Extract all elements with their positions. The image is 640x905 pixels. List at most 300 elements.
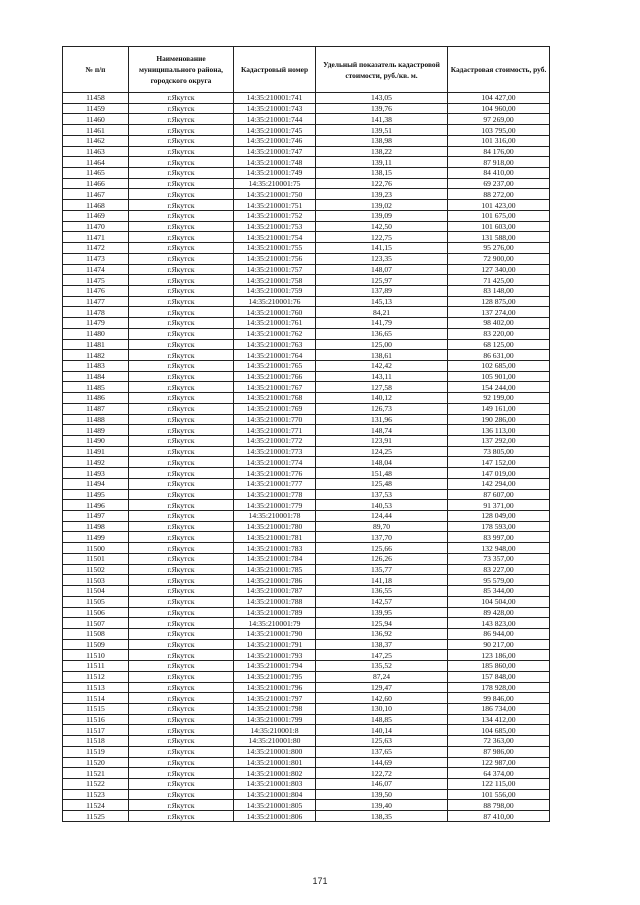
- cell-district: г.Якутск: [129, 436, 234, 447]
- cell-num: 11486: [63, 393, 129, 404]
- cell-cadastral-number: 14:35:210001:746: [234, 135, 316, 146]
- cell-num: 11481: [63, 339, 129, 350]
- table-row: [63, 725, 550, 736]
- cell-num: 11519: [63, 746, 129, 757]
- cell-cadastral-cost: 102 685,00: [448, 360, 550, 371]
- cell-num: 11476: [63, 285, 129, 296]
- cell-cadastral-cost: 185 860,00: [448, 661, 550, 672]
- cell-cadastral-cost: 84 176,00: [448, 146, 550, 157]
- cell-num: 11470: [63, 221, 129, 232]
- cell-district: г.Якутск: [129, 253, 234, 264]
- cell-district: г.Якутск: [129, 575, 234, 586]
- cell-num: 11499: [63, 532, 129, 543]
- cell-num: 11523: [63, 789, 129, 800]
- cell-specific-rate: 138,37: [316, 639, 448, 650]
- cell-specific-rate: 143,05: [316, 93, 448, 104]
- cell-district: г.Якутск: [129, 371, 234, 382]
- table-row: [63, 714, 550, 725]
- cell-cadastral-cost: 157 848,00: [448, 671, 550, 682]
- header-cadastral-cost: Кадастровая стоимость, руб.: [448, 47, 550, 93]
- cell-specific-rate: 125,94: [316, 618, 448, 629]
- table-row: [63, 521, 550, 532]
- cell-cadastral-cost: 137 292,00: [448, 436, 550, 447]
- cell-district: г.Якутск: [129, 350, 234, 361]
- cell-specific-rate: 123,91: [316, 436, 448, 447]
- cell-district: г.Якутск: [129, 275, 234, 286]
- table-row: [63, 628, 550, 639]
- cell-cadastral-cost: 95 276,00: [448, 243, 550, 254]
- cadastral-table-container: [62, 46, 550, 822]
- cell-cadastral-number: 14:35:210001:750: [234, 189, 316, 200]
- cell-specific-rate: 125,63: [316, 736, 448, 747]
- cell-district: г.Якутск: [129, 618, 234, 629]
- cell-cadastral-number: 14:35:210001:753: [234, 221, 316, 232]
- cell-cadastral-cost: 127 340,00: [448, 264, 550, 275]
- cell-num: 11508: [63, 628, 129, 639]
- cell-num: 11517: [63, 725, 129, 736]
- cell-cadastral-number: 14:35:210001:803: [234, 779, 316, 790]
- cell-num: 11494: [63, 478, 129, 489]
- cell-specific-rate: 136,65: [316, 328, 448, 339]
- cell-cadastral-cost: 103 795,00: [448, 125, 550, 136]
- cell-specific-rate: 139,09: [316, 210, 448, 221]
- cell-cadastral-cost: 99 846,00: [448, 693, 550, 704]
- cell-cadastral-number: 14:35:210001:795: [234, 671, 316, 682]
- cell-num: 11496: [63, 500, 129, 511]
- table-row: [63, 318, 550, 329]
- cell-num: 11518: [63, 736, 129, 747]
- cell-num: 11520: [63, 757, 129, 768]
- cell-cadastral-cost: 87 986,00: [448, 746, 550, 757]
- cell-cadastral-cost: 104 427,00: [448, 93, 550, 104]
- cell-specific-rate: 122,72: [316, 768, 448, 779]
- cell-district: г.Якутск: [129, 746, 234, 757]
- table-row: [63, 682, 550, 693]
- cell-cadastral-number: 14:35:210001:78: [234, 511, 316, 522]
- cell-specific-rate: 89,70: [316, 521, 448, 532]
- cell-district: г.Якутск: [129, 103, 234, 114]
- cell-specific-rate: 141,38: [316, 114, 448, 125]
- table-row: [63, 607, 550, 618]
- table-row: [63, 639, 550, 650]
- cell-specific-rate: 125,00: [316, 339, 448, 350]
- table-row: [63, 789, 550, 800]
- cell-cadastral-cost: 83 997,00: [448, 532, 550, 543]
- cell-cadastral-cost: 190 286,00: [448, 414, 550, 425]
- cell-cadastral-cost: 86 944,00: [448, 628, 550, 639]
- cell-cadastral-number: 14:35:210001:771: [234, 425, 316, 436]
- cell-cadastral-number: 14:35:210001:783: [234, 543, 316, 554]
- cell-num: 11512: [63, 671, 129, 682]
- cell-cadastral-cost: 137 274,00: [448, 307, 550, 318]
- cell-district: г.Якутск: [129, 168, 234, 179]
- cell-district: г.Якутск: [129, 511, 234, 522]
- cell-district: г.Якутск: [129, 393, 234, 404]
- cell-cadastral-cost: 98 402,00: [448, 318, 550, 329]
- cell-district: г.Якутск: [129, 178, 234, 189]
- cell-num: 11462: [63, 135, 129, 146]
- cell-num: 11506: [63, 607, 129, 618]
- table-row: [63, 221, 550, 232]
- cell-district: г.Якутск: [129, 564, 234, 575]
- cell-specific-rate: 125,97: [316, 275, 448, 286]
- cell-num: 11458: [63, 93, 129, 104]
- cell-specific-rate: 142,60: [316, 693, 448, 704]
- table-row: [63, 811, 550, 822]
- table-row: [63, 596, 550, 607]
- cell-cadastral-cost: 85 344,00: [448, 586, 550, 597]
- cell-district: г.Якутск: [129, 693, 234, 704]
- cell-cadastral-number: 14:35:210001:787: [234, 586, 316, 597]
- cell-cadastral-cost: 101 675,00: [448, 210, 550, 221]
- cell-specific-rate: 137,89: [316, 285, 448, 296]
- cell-specific-rate: 141,79: [316, 318, 448, 329]
- cell-specific-rate: 137,65: [316, 746, 448, 757]
- cell-cadastral-number: 14:35:210001:760: [234, 307, 316, 318]
- cell-cadastral-cost: 147 152,00: [448, 457, 550, 468]
- cell-num: 11466: [63, 178, 129, 189]
- cell-cadastral-cost: 84 410,00: [448, 168, 550, 179]
- cell-specific-rate: 139,11: [316, 157, 448, 168]
- cell-cadastral-cost: 86 631,00: [448, 350, 550, 361]
- cell-cadastral-cost: 178 593,00: [448, 521, 550, 532]
- cell-cadastral-number: 14:35:210001:752: [234, 210, 316, 221]
- table-row: [63, 736, 550, 747]
- cell-cadastral-cost: 72 363,00: [448, 736, 550, 747]
- header-specific-rate: Удельный показатель кадастровой стоимости, руб./кв. м.: [316, 47, 448, 93]
- cell-specific-rate: 146,07: [316, 779, 448, 790]
- cell-cadastral-cost: 128 049,00: [448, 511, 550, 522]
- cell-num: 11477: [63, 296, 129, 307]
- table-row: [63, 575, 550, 586]
- cell-cadastral-number: 14:35:210001:806: [234, 811, 316, 822]
- cell-cadastral-cost: 136 113,00: [448, 425, 550, 436]
- cell-district: г.Якутск: [129, 725, 234, 736]
- cell-num: 11524: [63, 800, 129, 811]
- cell-cadastral-cost: 104 504,00: [448, 596, 550, 607]
- cell-district: г.Якутск: [129, 596, 234, 607]
- table-row: [63, 586, 550, 597]
- cell-cadastral-number: 14:35:210001:756: [234, 253, 316, 264]
- cell-specific-rate: 142,42: [316, 360, 448, 371]
- table-row: [63, 661, 550, 672]
- table-row: [63, 264, 550, 275]
- cell-specific-rate: 122,75: [316, 232, 448, 243]
- cell-specific-rate: 87,24: [316, 671, 448, 682]
- cell-specific-rate: 148,07: [316, 264, 448, 275]
- cell-specific-rate: 123,35: [316, 253, 448, 264]
- table-row: [63, 693, 550, 704]
- table-row: [63, 500, 550, 511]
- table-row: [63, 703, 550, 714]
- cell-num: 11461: [63, 125, 129, 136]
- cell-cadastral-number: 14:35:210001:785: [234, 564, 316, 575]
- cell-cadastral-cost: 149 161,00: [448, 403, 550, 414]
- cell-cadastral-cost: 132 948,00: [448, 543, 550, 554]
- cell-cadastral-cost: 72 900,00: [448, 253, 550, 264]
- cell-specific-rate: 136,55: [316, 586, 448, 597]
- cell-cadastral-cost: 178 928,00: [448, 682, 550, 693]
- cell-district: г.Якутск: [129, 125, 234, 136]
- cell-num: 11515: [63, 703, 129, 714]
- table-row: [63, 403, 550, 414]
- cell-district: г.Якутск: [129, 414, 234, 425]
- cell-cadastral-cost: 186 734,00: [448, 703, 550, 714]
- cell-specific-rate: 126,73: [316, 403, 448, 414]
- header-cadastral-number: Кадастровый номер: [234, 47, 316, 93]
- cell-num: 11509: [63, 639, 129, 650]
- cell-specific-rate: 125,66: [316, 543, 448, 554]
- cell-district: г.Якутск: [129, 500, 234, 511]
- cell-cadastral-number: 14:35:210001:804: [234, 789, 316, 800]
- cell-specific-rate: 129,47: [316, 682, 448, 693]
- table-row: [63, 779, 550, 790]
- cell-district: г.Якутск: [129, 264, 234, 275]
- cell-specific-rate: 130,10: [316, 703, 448, 714]
- cell-district: г.Якутск: [129, 543, 234, 554]
- cell-specific-rate: 139,02: [316, 200, 448, 211]
- cell-cadastral-cost: 87 918,00: [448, 157, 550, 168]
- cell-num: 11516: [63, 714, 129, 725]
- table-row: [63, 350, 550, 361]
- cell-district: г.Якутск: [129, 478, 234, 489]
- cell-cadastral-number: 14:35:210001:759: [234, 285, 316, 296]
- cell-cadastral-cost: 128 875,00: [448, 296, 550, 307]
- cell-district: г.Якутск: [129, 661, 234, 672]
- cell-cadastral-cost: 64 374,00: [448, 768, 550, 779]
- cell-district: г.Якутск: [129, 446, 234, 457]
- cell-num: 11491: [63, 446, 129, 457]
- cell-specific-rate: 147,25: [316, 650, 448, 661]
- table-row: [63, 189, 550, 200]
- cell-cadastral-number: 14:35:210001:779: [234, 500, 316, 511]
- table-row: [63, 393, 550, 404]
- cell-specific-rate: 138,15: [316, 168, 448, 179]
- table-row: [63, 468, 550, 479]
- cell-district: г.Якутск: [129, 650, 234, 661]
- cell-cadastral-number: 14:35:210001:757: [234, 264, 316, 275]
- cell-district: г.Якутск: [129, 200, 234, 211]
- cell-num: 11498: [63, 521, 129, 532]
- cell-district: г.Якутск: [129, 114, 234, 125]
- cell-specific-rate: 139,50: [316, 789, 448, 800]
- cell-cadastral-cost: 101 316,00: [448, 135, 550, 146]
- cell-num: 11501: [63, 553, 129, 564]
- cell-cadastral-number: 14:35:210001:767: [234, 382, 316, 393]
- cell-num: 11459: [63, 103, 129, 114]
- table-row: [63, 243, 550, 254]
- cell-district: г.Якутск: [129, 285, 234, 296]
- cell-specific-rate: 139,76: [316, 103, 448, 114]
- cell-cadastral-number: 14:35:210001:761: [234, 318, 316, 329]
- cell-specific-rate: 140,14: [316, 725, 448, 736]
- cell-num: 11474: [63, 264, 129, 275]
- cell-cadastral-number: 14:35:210001:762: [234, 328, 316, 339]
- cell-specific-rate: 135,77: [316, 564, 448, 575]
- cell-num: 11467: [63, 189, 129, 200]
- cell-cadastral-number: 14:35:210001:76: [234, 296, 316, 307]
- cell-num: 11503: [63, 575, 129, 586]
- cell-cadastral-cost: 90 217,00: [448, 639, 550, 650]
- cell-district: г.Якутск: [129, 318, 234, 329]
- cell-specific-rate: 127,58: [316, 382, 448, 393]
- cell-district: г.Якутск: [129, 811, 234, 822]
- cell-cadastral-cost: 104 960,00: [448, 103, 550, 114]
- cell-num: 11500: [63, 543, 129, 554]
- cell-specific-rate: 138,61: [316, 350, 448, 361]
- cell-cadastral-cost: 131 588,00: [448, 232, 550, 243]
- cell-specific-rate: 148,74: [316, 425, 448, 436]
- cell-cadastral-number: 14:35:210001:777: [234, 478, 316, 489]
- cell-specific-rate: 142,57: [316, 596, 448, 607]
- cell-num: 11511: [63, 661, 129, 672]
- table-row: [63, 135, 550, 146]
- table-row: [63, 232, 550, 243]
- cell-district: г.Якутск: [129, 382, 234, 393]
- table-row: [63, 478, 550, 489]
- cell-cadastral-number: 14:35:210001:790: [234, 628, 316, 639]
- cell-cadastral-number: 14:35:210001:772: [234, 436, 316, 447]
- cell-district: г.Якутск: [129, 339, 234, 350]
- cell-num: 11488: [63, 414, 129, 425]
- cell-num: 11469: [63, 210, 129, 221]
- cell-cadastral-number: 14:35:210001:758: [234, 275, 316, 286]
- cell-district: г.Якутск: [129, 628, 234, 639]
- cell-specific-rate: 151,48: [316, 468, 448, 479]
- cell-num: 11473: [63, 253, 129, 264]
- table-header-row: [63, 47, 550, 93]
- cell-cadastral-number: 14:35:210001:781: [234, 532, 316, 543]
- cell-num: 11525: [63, 811, 129, 822]
- table-row: [63, 339, 550, 350]
- cell-cadastral-cost: 122 987,00: [448, 757, 550, 768]
- table-row: [63, 757, 550, 768]
- cell-specific-rate: 141,15: [316, 243, 448, 254]
- cell-district: г.Якутск: [129, 532, 234, 543]
- table-row: [63, 371, 550, 382]
- cell-cadastral-cost: 88 798,00: [448, 800, 550, 811]
- cell-cadastral-number: 14:35:210001:805: [234, 800, 316, 811]
- cell-cadastral-number: 14:35:210001:747: [234, 146, 316, 157]
- table-row: [63, 360, 550, 371]
- cell-cadastral-cost: 105 901,00: [448, 371, 550, 382]
- cell-cadastral-number: 14:35:210001:744: [234, 114, 316, 125]
- table-row: [63, 425, 550, 436]
- table-row: [63, 553, 550, 564]
- table-row: [63, 564, 550, 575]
- cell-cadastral-number: 14:35:210001:789: [234, 607, 316, 618]
- cell-district: г.Якутск: [129, 789, 234, 800]
- cell-specific-rate: 124,44: [316, 511, 448, 522]
- table-row: [63, 768, 550, 779]
- table-row: [63, 489, 550, 500]
- cell-cadastral-number: 14:35:210001:79: [234, 618, 316, 629]
- cell-num: 11505: [63, 596, 129, 607]
- cell-cadastral-cost: 92 199,00: [448, 393, 550, 404]
- cell-num: 11489: [63, 425, 129, 436]
- cell-num: 11522: [63, 779, 129, 790]
- cell-num: 11513: [63, 682, 129, 693]
- cell-cadastral-cost: 101 603,00: [448, 221, 550, 232]
- cell-specific-rate: 141,18: [316, 575, 448, 586]
- table-row: [63, 125, 550, 136]
- cell-cadastral-cost: 122 115,00: [448, 779, 550, 790]
- cell-cadastral-cost: 134 412,00: [448, 714, 550, 725]
- cell-specific-rate: 131,96: [316, 414, 448, 425]
- cell-cadastral-cost: 68 125,00: [448, 339, 550, 350]
- table-row: [63, 210, 550, 221]
- cell-district: г.Якутск: [129, 714, 234, 725]
- cell-cadastral-number: 14:35:210001:800: [234, 746, 316, 757]
- cell-cadastral-number: 14:35:210001:780: [234, 521, 316, 532]
- cell-district: г.Якутск: [129, 779, 234, 790]
- cell-cadastral-cost: 142 294,00: [448, 478, 550, 489]
- cell-district: г.Якутск: [129, 403, 234, 414]
- cell-num: 11510: [63, 650, 129, 661]
- cell-cadastral-cost: 147 019,00: [448, 468, 550, 479]
- cell-num: 11493: [63, 468, 129, 479]
- table-row: [63, 532, 550, 543]
- cell-district: г.Якутск: [129, 307, 234, 318]
- cell-cadastral-cost: 101 423,00: [448, 200, 550, 211]
- table-row: [63, 543, 550, 554]
- cell-specific-rate: 140,53: [316, 500, 448, 511]
- cell-num: 11484: [63, 371, 129, 382]
- cell-cadastral-cost: 154 244,00: [448, 382, 550, 393]
- cell-cadastral-number: 14:35:210001:776: [234, 468, 316, 479]
- cell-num: 11504: [63, 586, 129, 597]
- cell-num: 11492: [63, 457, 129, 468]
- cell-specific-rate: 138,22: [316, 146, 448, 157]
- cell-cadastral-number: 14:35:210001:765: [234, 360, 316, 371]
- cell-cadastral-number: 14:35:210001:786: [234, 575, 316, 586]
- cell-specific-rate: 139,51: [316, 125, 448, 136]
- cell-district: г.Якутск: [129, 671, 234, 682]
- table-row: [63, 200, 550, 211]
- cell-district: г.Якутск: [129, 489, 234, 500]
- table-row: [63, 436, 550, 447]
- cell-specific-rate: 126,26: [316, 553, 448, 564]
- cell-num: 11514: [63, 693, 129, 704]
- cell-specific-rate: 124,25: [316, 446, 448, 457]
- cell-district: г.Якутск: [129, 553, 234, 564]
- cell-cadastral-number: 14:35:210001:768: [234, 393, 316, 404]
- table-row: [63, 650, 550, 661]
- table-row: [63, 146, 550, 157]
- cell-district: г.Якутск: [129, 243, 234, 254]
- cell-num: 11490: [63, 436, 129, 447]
- cell-cadastral-number: 14:35:210001:793: [234, 650, 316, 661]
- cell-num: 11464: [63, 157, 129, 168]
- cell-cadastral-cost: 95 579,00: [448, 575, 550, 586]
- cell-num: 11468: [63, 200, 129, 211]
- cell-district: г.Якутск: [129, 736, 234, 747]
- cell-specific-rate: 142,50: [316, 221, 448, 232]
- cell-cadastral-cost: 71 425,00: [448, 275, 550, 286]
- cell-district: г.Якутск: [129, 468, 234, 479]
- page-number: 171: [312, 876, 328, 886]
- cell-district: г.Якутск: [129, 135, 234, 146]
- cell-cadastral-number: 14:35:210001:741: [234, 93, 316, 104]
- cell-specific-rate: 148,85: [316, 714, 448, 725]
- cell-num: 11475: [63, 275, 129, 286]
- cell-district: г.Якутск: [129, 800, 234, 811]
- cell-district: г.Якутск: [129, 703, 234, 714]
- cell-num: 11487: [63, 403, 129, 414]
- cell-cadastral-number: 14:35:210001:774: [234, 457, 316, 468]
- cell-specific-rate: 139,40: [316, 800, 448, 811]
- cell-cadastral-number: 14:35:210001:80: [234, 736, 316, 747]
